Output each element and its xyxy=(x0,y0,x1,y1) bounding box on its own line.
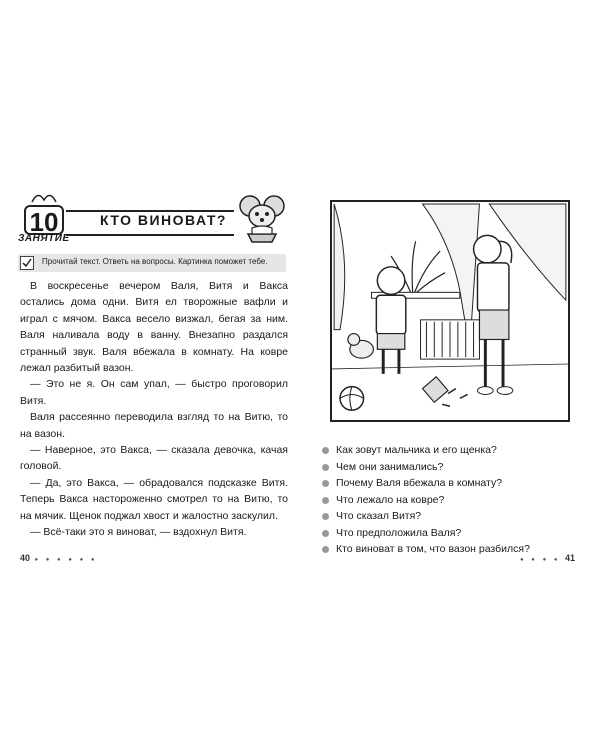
question-item: Чем они занимались? xyxy=(322,459,530,476)
lesson-number: 10 xyxy=(24,205,64,235)
page-number-left: 40 xyxy=(20,553,31,563)
question-item: Почему Валя вбежала в комнату? xyxy=(322,475,530,492)
lesson-label: ЗАНЯТИЕ xyxy=(18,233,70,244)
bullet-icon xyxy=(322,480,329,487)
story-illustration xyxy=(330,200,570,422)
mouse-mascot-icon xyxy=(234,190,290,246)
question-item: Как зовут мальчика и его щенка? xyxy=(322,442,530,459)
footer-right xyxy=(520,548,575,566)
instruction-text: Прочитай текст. Ответь на вопросы. Картинка поможет тебе. xyxy=(42,257,268,266)
bullet-icon xyxy=(322,530,329,537)
checkmark-icon xyxy=(20,256,34,270)
story-paragraph: Валя рассеянно переводила взгляд то на Витю, то на вазон. xyxy=(20,411,288,440)
bullet-icon xyxy=(322,464,329,471)
story-text xyxy=(20,278,288,541)
story-paragraph: В воскресенье вечером Валя, Витя и Вакса остались дома одни. Витя ел творожные вафли и играл с мячом. Вакса весело визжал, бегая за ним. Валя наливала воду в ванну. Внезапно раздался странный звук. Валя вбежала в комнату. На ковре лежал разбитый вазон. xyxy=(20,280,288,375)
question-item: Что предположила Валя? xyxy=(322,525,530,542)
instruction-box xyxy=(18,254,286,272)
paw-prints-icon: ● ● ● ● ● ● xyxy=(34,557,98,563)
question-item: Кто виноват в том, что вазон разбился? xyxy=(322,541,530,558)
page-number-right: 41 xyxy=(564,553,575,563)
question-list xyxy=(322,442,530,558)
question-item: Что сказал Витя? xyxy=(322,508,530,525)
bullet-icon xyxy=(322,513,329,520)
story-paragraph: — Да, это Вакса, — обрадовался подсказке Витя. Теперь Вакса настороженно смотрел то на Витю, то на мячик. Щенок поджал хвост и жалостно заскулил. xyxy=(20,476,288,522)
story-paragraph: — Это не я. Он сам упал, — быстро проговорил Витя. xyxy=(20,378,288,407)
bullet-icon xyxy=(322,546,329,553)
bullet-icon xyxy=(322,447,329,454)
question-item: Что лежало на ковре? xyxy=(322,492,530,509)
story-paragraph: — Всё-таки это я виноват, — вздохнул Витя. xyxy=(30,526,247,539)
story-paragraph: — Наверное, это Вакса, — сказала девочка, качая головой. xyxy=(20,444,288,473)
bow-icon xyxy=(18,190,70,204)
footer-left xyxy=(20,548,98,566)
page-title: КТО ВИНОВАТ? xyxy=(100,212,227,228)
paw-prints-icon: ● ● ● ● xyxy=(520,557,561,563)
bullet-icon xyxy=(322,497,329,504)
